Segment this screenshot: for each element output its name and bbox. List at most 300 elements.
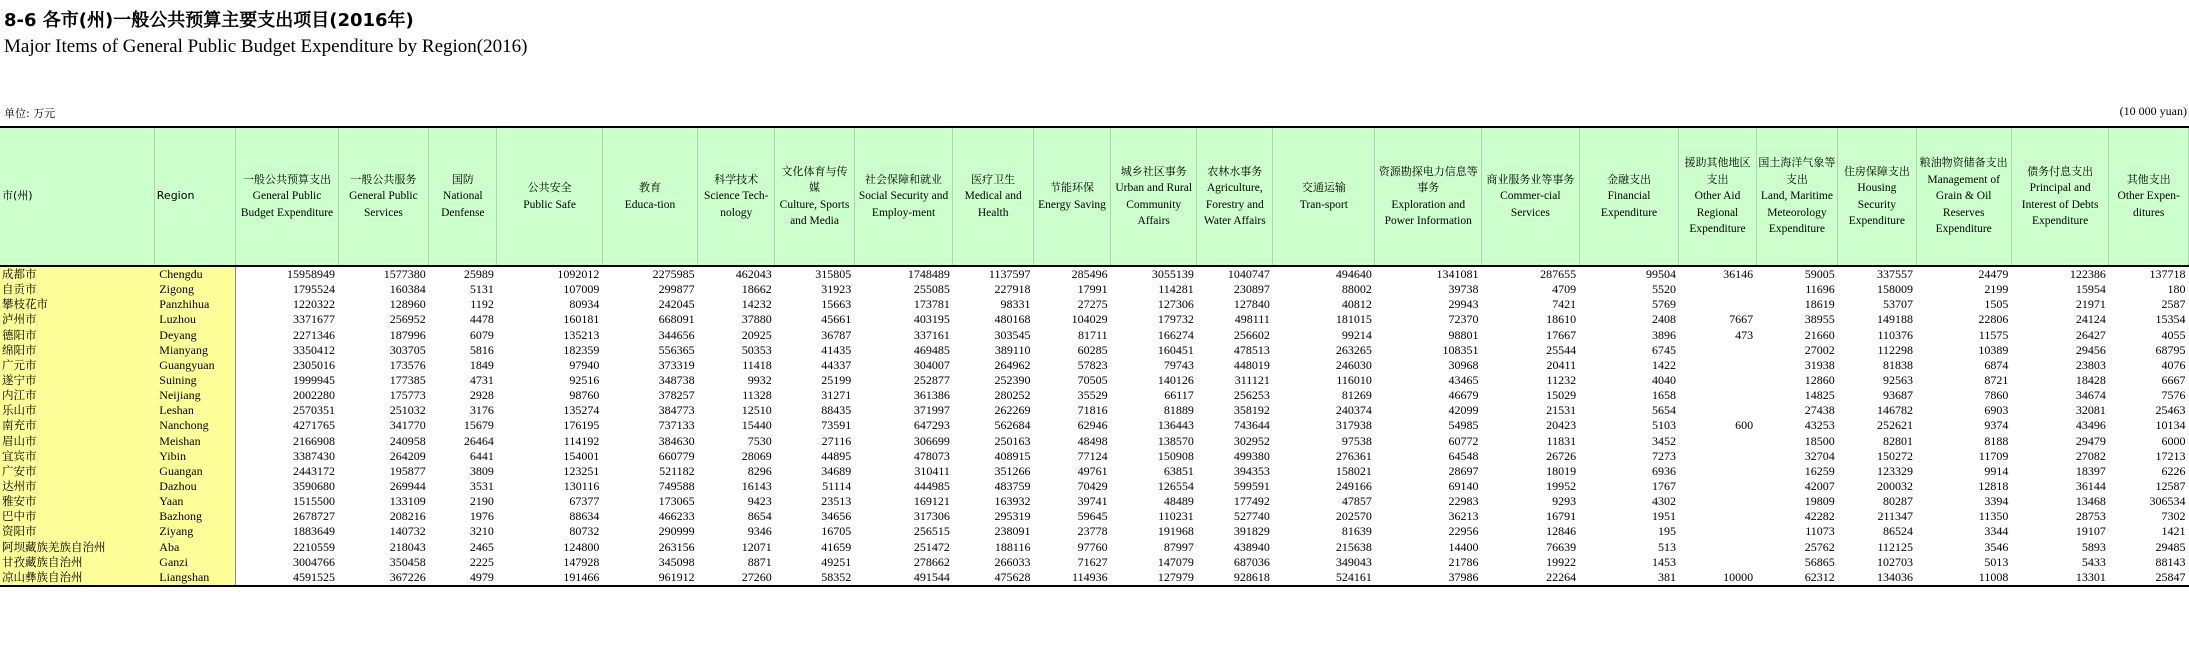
table-cell: 384773	[658, 403, 695, 418]
table-cell: 961912	[602, 570, 697, 586]
table-cell: 80287	[1883, 494, 1914, 509]
table-cell: 251032	[389, 403, 426, 418]
table-cell: 527740	[1233, 509, 1270, 524]
column-header-9	[854, 127, 953, 266]
table-cell: 304007	[913, 357, 950, 372]
table-cell: 11328	[742, 388, 772, 403]
region-name-cn: 自贡市	[0, 282, 154, 297]
table-cell: 10389	[1978, 342, 2009, 357]
table-cell: 8296	[747, 463, 772, 478]
table-cell: 54985	[1448, 418, 1479, 433]
table-cell: 367226	[338, 570, 429, 586]
table-cell: 182359	[563, 342, 600, 357]
table-cell: 49251	[821, 554, 852, 569]
table-cell: 41659	[821, 539, 852, 554]
table-cell: 337161	[913, 327, 950, 342]
column-header-cn: 教育	[639, 181, 661, 194]
region-name-en: Liangshan	[154, 570, 236, 586]
table-cell: 19809	[1804, 494, 1835, 509]
table-cell: 25463	[2155, 403, 2186, 418]
table-cell: 3210	[469, 524, 494, 539]
table-cell: 26726	[1546, 448, 1577, 463]
table-cell: 112125	[1877, 539, 1914, 554]
table-cell: 462043	[735, 267, 772, 282]
table-cell: 173065	[658, 494, 695, 509]
table-cell: 13468	[2075, 494, 2106, 509]
table-cell: 36146	[1723, 267, 1754, 282]
table-cell: 163932	[994, 494, 1031, 509]
table-cell: 97538	[1341, 433, 1372, 448]
table-cell: 524161	[1273, 570, 1375, 586]
column-header-3	[338, 127, 429, 266]
table-cell: 373319	[658, 357, 695, 372]
table-cell: 4591525	[236, 570, 338, 586]
table-cell: 70505	[1077, 373, 1108, 388]
table-cell: 67377	[569, 494, 600, 509]
table-cell: 122386	[2069, 267, 2106, 282]
table-cell: 81711	[1078, 327, 1108, 342]
table-cell: 4040	[1651, 373, 1676, 388]
table-cell: 28697	[1448, 463, 1479, 478]
table-row	[0, 570, 2189, 586]
table-cell: 473	[1735, 327, 1754, 342]
table-cell: 1849	[469, 357, 494, 372]
table-cell: 4076	[2161, 357, 2186, 372]
table-cell: 24479	[1978, 267, 2009, 282]
column-header-cn: 一般公共服务	[350, 172, 417, 186]
table-cell: 1658	[1651, 388, 1676, 403]
table-cell: 127979	[1111, 570, 1197, 586]
table-cell	[1679, 540, 1756, 555]
table-cell: 466233	[658, 509, 695, 524]
table-cell: 240958	[389, 433, 426, 448]
table-cell: 1515500	[293, 494, 336, 509]
table-cell: 16705	[821, 524, 852, 539]
table-cell: 264209	[389, 448, 426, 463]
table-cell: 150272	[1877, 448, 1914, 463]
table-cell: 215638	[1335, 539, 1372, 554]
table-cell: 1422	[1651, 357, 1676, 372]
table-cell: 123329	[1877, 463, 1914, 478]
region-name-cn: 攀枝花市	[0, 297, 154, 312]
table-cell: 18019	[1546, 463, 1577, 478]
table-cell: 1421	[2161, 524, 2186, 539]
column-header-en: Social Security and Employ-ment	[858, 190, 949, 219]
column-header-cn: 商业服务业等事务	[1486, 172, 1575, 186]
table-cell: 80732	[569, 524, 600, 539]
table-cell: 88143	[2155, 554, 2186, 569]
table-cell: 2275985	[652, 267, 695, 282]
table-cell: 2465	[469, 539, 494, 554]
table-cell: 191466	[497, 570, 603, 586]
table-row	[0, 449, 2189, 464]
table-cell: 93687	[1883, 388, 1914, 403]
table-cell: 2305016	[293, 357, 336, 372]
table-cell: 5433	[2081, 554, 2106, 569]
table-cell: 39741	[1077, 494, 1108, 509]
table-row	[0, 266, 2189, 282]
page-title-cn: 8-6 各市(州)一般公共预算主要支出项目(2016年)	[4, 10, 414, 31]
table-cell	[1679, 373, 1756, 388]
table-cell: 11350	[1978, 509, 2009, 524]
table-cell: 6000	[2161, 433, 2186, 448]
table-cell: 276361	[1335, 448, 1372, 463]
column-header-21	[1916, 127, 2011, 266]
table-cell: 6226	[2161, 463, 2186, 478]
table-cell: 344656	[658, 327, 695, 342]
table-cell: 242045	[658, 297, 695, 312]
column-header-en: National Denfense	[441, 190, 485, 219]
column-header-13	[1197, 127, 1273, 266]
column-header-cn: 医疗卫生	[971, 172, 1016, 186]
table-cell: 175773	[389, 388, 426, 403]
column-header-15	[1375, 127, 1482, 266]
table-cell: 20925	[741, 327, 772, 342]
table-cell: 256602	[1233, 327, 1270, 342]
table-cell: 743644	[1233, 418, 1270, 433]
table-cell: 140126	[1157, 373, 1194, 388]
table-cell: 124800	[563, 539, 600, 554]
table-cell: 23513	[821, 494, 852, 509]
table-cell: 1577380	[383, 267, 426, 282]
table-cell: 140732	[389, 524, 426, 539]
table-cell: 5816	[469, 342, 494, 357]
table-cell: 478073	[913, 448, 950, 463]
table-cell: 18662	[741, 282, 772, 297]
table-cell: 195877	[389, 463, 426, 478]
column-header-16	[1482, 127, 1580, 266]
table-cell: 42099	[1448, 403, 1479, 418]
table-cell: 24124	[2075, 312, 2106, 327]
table-cell: 42007	[1804, 479, 1835, 494]
table-cell: 438940	[1233, 539, 1270, 554]
table-cell: 238091	[994, 524, 1031, 539]
table-cell: 20411	[1546, 357, 1577, 372]
table-cell: 99504	[1645, 267, 1676, 282]
table-cell: 66117	[1164, 388, 1194, 403]
table-cell: 68795	[2155, 342, 2186, 357]
table-cell: 252621	[1877, 418, 1914, 433]
table-cell: 491544	[854, 570, 953, 586]
table-cell: 73591	[821, 418, 852, 433]
column-header-en: General Public Services	[349, 190, 418, 219]
table-row	[0, 494, 2189, 509]
region-name-en: Bazhong	[154, 509, 236, 524]
table-cell: 114936	[1033, 570, 1110, 586]
table-cell: 36144	[2075, 479, 2106, 494]
table-cell: 280252	[994, 388, 1031, 403]
table-cell: 391829	[1233, 524, 1270, 539]
region-name-en: Nanchong	[154, 418, 236, 433]
table-cell: 177492	[1233, 494, 1270, 509]
table-cell: 179732	[1157, 312, 1194, 327]
expenditure-table-container	[0, 126, 2189, 587]
table-cell: 9293	[1552, 494, 1577, 509]
table-cell: 123251	[563, 463, 600, 478]
table-cell: 11831	[1546, 433, 1577, 448]
region-name-en: Suining	[154, 373, 236, 388]
region-name-cn: 内江市	[0, 388, 154, 403]
table-cell: 25989	[463, 267, 494, 282]
expenditure-table	[0, 126, 2189, 587]
page-title-en: Major Items of General Public Budget Expenditure by Region(2016)	[4, 36, 528, 57]
table-row	[0, 373, 2189, 388]
table-cell: 8654	[747, 509, 772, 524]
table-cell: 5520	[1651, 282, 1676, 297]
region-name-en: Zigong	[154, 282, 236, 297]
column-header-17	[1579, 127, 1679, 266]
table-row	[0, 343, 2189, 358]
table-cell: 88435	[821, 403, 852, 418]
column-header-cn: 节能环保	[1050, 181, 1095, 194]
table-cell: 480168	[994, 312, 1031, 327]
table-cell: 36787	[821, 327, 852, 342]
table-cell: 18397	[2075, 463, 2106, 478]
table-cell: 29456	[2075, 342, 2106, 357]
table-cell: 5893	[2081, 539, 2106, 554]
table-cell: 1220322	[293, 297, 336, 312]
table-cell: 252877	[913, 373, 950, 388]
table-cell: 348738	[658, 373, 695, 388]
table-cell: 21531	[1546, 403, 1577, 418]
table-cell: 127306	[1157, 297, 1194, 312]
table-cell: 29943	[1448, 297, 1479, 312]
column-header-5	[497, 127, 603, 266]
table-cell: 15354	[2155, 312, 2186, 327]
table-cell: 521182	[659, 463, 695, 478]
table-cell: 269944	[389, 479, 426, 494]
table-cell: 173576	[389, 357, 426, 372]
table-cell: 13301	[2011, 570, 2109, 586]
table-cell: 7530	[747, 433, 772, 448]
column-header-1	[154, 127, 236, 266]
table-cell: 43253	[1804, 418, 1835, 433]
table-cell: 1505	[1984, 297, 2009, 312]
table-cell: 14400	[1448, 539, 1479, 554]
table-cell: 15958949	[287, 267, 336, 282]
table-cell: 389110	[994, 342, 1031, 357]
column-header-2	[236, 127, 338, 266]
region-name-cn: 凉山彝族自治州	[0, 570, 154, 586]
table-cell: 7860	[1984, 388, 2009, 403]
table-cell: 211347	[1877, 509, 1914, 524]
column-header-en: Culture, Sports and Media	[779, 198, 850, 227]
table-cell: 18619	[1804, 297, 1835, 312]
column-header-cn: 公共安全	[527, 181, 572, 194]
table-cell: 317306	[913, 509, 950, 524]
table-cell: 25199	[821, 373, 852, 388]
region-name-en: Mianyang	[154, 343, 236, 358]
column-header-cn: 农林水事务	[1207, 164, 1263, 178]
table-cell: 256952	[389, 312, 426, 327]
table-cell: 381	[1579, 570, 1679, 586]
table-cell: 6441	[469, 448, 494, 463]
unit-label-en: (10 000 yuan)	[2119, 104, 2187, 118]
table-cell	[1679, 297, 1756, 312]
table-cell: 12818	[1978, 479, 2009, 494]
table-cell: 6903	[1984, 403, 2009, 418]
table-cell: 263265	[1335, 342, 1372, 357]
region-name-en: Guangyuan	[154, 358, 236, 373]
table-cell: 266033	[994, 554, 1031, 569]
table-cell	[1679, 449, 1756, 464]
table-cell: 1976	[469, 509, 494, 524]
table-cell: 180	[2167, 282, 2186, 297]
table-cell: 202570	[1335, 509, 1372, 524]
column-header-cn: 援助其他地区支出	[1684, 156, 1751, 186]
column-header-en: Public Safe	[523, 198, 576, 211]
table-cell: 146782	[1877, 403, 1914, 418]
table-cell: 43465	[1448, 373, 1479, 388]
table-cell: 306534	[2149, 494, 2186, 509]
table-cell: 16791	[1546, 509, 1577, 524]
column-header-14	[1273, 127, 1375, 266]
table-cell: 47857	[1341, 494, 1372, 509]
table-cell: 7273	[1651, 448, 1676, 463]
table-cell: 358192	[1233, 403, 1270, 418]
table-cell: 3394	[1984, 494, 2009, 509]
table-cell: 160181	[563, 312, 600, 327]
column-header-en: Agriculture, Forestry and Water Affairs	[1203, 182, 1266, 227]
table-cell: 8188	[1984, 433, 2009, 448]
table-cell: 299877	[658, 282, 695, 297]
table-cell: 16259	[1804, 463, 1835, 478]
table-cell: 12860	[1804, 373, 1835, 388]
table-cell: 87997	[1163, 539, 1194, 554]
region-name-cn: 广元市	[0, 358, 154, 373]
table-cell: 110376	[1877, 327, 1914, 342]
table-cell: 1795524	[293, 282, 336, 297]
table-cell: 187996	[389, 327, 426, 342]
table-cell: 46679	[1448, 388, 1479, 403]
column-header-19	[1756, 127, 1838, 266]
table-cell: 59005	[1804, 267, 1835, 282]
table-cell: 38955	[1804, 312, 1835, 327]
table-cell: 50353	[741, 342, 772, 357]
table-cell: 7576	[2161, 388, 2186, 403]
region-name-en: Chengdu	[154, 266, 236, 282]
table-cell: 2271346	[293, 327, 336, 342]
table-cell: 114192	[563, 433, 600, 448]
table-cell: 2928	[469, 388, 494, 403]
table-cell: 107009	[563, 282, 600, 297]
table-cell: 26464	[463, 433, 494, 448]
table-cell: 37986	[1375, 570, 1482, 586]
table-cell: 647293	[913, 418, 950, 433]
table-cell	[1679, 494, 1756, 509]
table-cell: 19952	[1546, 479, 1577, 494]
table-cell: 72370	[1448, 312, 1479, 327]
table-cell	[1679, 479, 1756, 494]
column-header-en: Commer-cial Services	[1500, 190, 1561, 219]
table-cell: 92516	[569, 373, 600, 388]
table-cell: 5103	[1651, 418, 1676, 433]
table-cell: 45661	[821, 312, 852, 327]
table-cell: 317938	[1335, 418, 1372, 433]
table-cell: 208216	[389, 509, 426, 524]
column-header-cn: 粮油物资储备支出	[1919, 156, 2008, 170]
table-cell: 3531	[469, 479, 494, 494]
table-cell: 81639	[1341, 524, 1372, 539]
table-cell: 9374	[1984, 418, 2009, 433]
table-cell: 6079	[469, 327, 494, 342]
table-cell: 23803	[2075, 357, 2106, 372]
table-cell: 483759	[994, 479, 1031, 494]
table-cell: 98801	[1448, 327, 1479, 342]
column-header-18	[1679, 127, 1756, 266]
table-cell: 256253	[1233, 388, 1270, 403]
table-cell: 2225	[469, 554, 494, 569]
table-cell: 2408	[1651, 312, 1676, 327]
region-name-cn: 阿坝藏族羌族自治州	[0, 540, 154, 555]
region-name-cn: 宜宾市	[0, 449, 154, 464]
table-cell: 81838	[1883, 357, 1914, 372]
table-cell: 43496	[2075, 418, 2106, 433]
table-cell: 97940	[569, 357, 600, 372]
table-cell: 285496	[1071, 267, 1108, 282]
table-cell: 80934	[569, 297, 600, 312]
table-cell: 7667	[1729, 312, 1754, 327]
column-header-en: Medical and Health	[964, 190, 1022, 219]
table-cell: 303705	[389, 342, 426, 357]
table-cell: 5654	[1651, 403, 1676, 418]
table-cell: 4979	[429, 570, 497, 586]
table-cell: 1137597	[988, 267, 1031, 282]
table-cell: 345098	[658, 554, 695, 569]
table-cell: 448019	[1233, 357, 1270, 372]
table-cell: 256515	[913, 524, 950, 539]
table-cell: 1192	[470, 297, 494, 312]
region-name-en: Deyang	[154, 328, 236, 343]
table-cell: 350458	[389, 554, 426, 569]
table-cell: 499380	[1233, 448, 1270, 463]
table-cell: 71816	[1077, 403, 1108, 418]
table-cell: 160384	[389, 282, 426, 297]
table-row	[0, 328, 2189, 343]
table-cell: 14825	[1804, 388, 1835, 403]
table-cell: 44895	[821, 448, 852, 463]
table-cell: 27116	[821, 433, 852, 448]
column-header-22	[2011, 127, 2109, 266]
table-cell: 19107	[2075, 524, 2106, 539]
table-cell: 6874	[1984, 357, 2009, 372]
table-cell: 2443172	[293, 463, 336, 478]
table-cell	[1679, 434, 1756, 449]
table-cell: 9423	[747, 494, 772, 509]
table-cell: 32704	[1804, 448, 1835, 463]
table-row	[0, 509, 2189, 524]
table-cell: 6667	[2161, 373, 2186, 388]
region-name-cn: 巴中市	[0, 509, 154, 524]
table-cell: 30968	[1448, 357, 1479, 372]
table-cell: 25762	[1804, 539, 1835, 554]
table-cell: 36213	[1448, 509, 1479, 524]
table-cell	[1679, 555, 1756, 570]
table-cell: 19922	[1546, 554, 1577, 569]
table-cell: 37880	[741, 312, 772, 327]
table-cell: 79743	[1163, 357, 1194, 372]
column-header-en: General Public Budget Expenditure	[240, 190, 334, 219]
table-cell: 57823	[1077, 357, 1108, 372]
column-header-en: Educa-tion	[624, 198, 676, 211]
table-cell: 556365	[658, 342, 695, 357]
table-cell: 18500	[1804, 433, 1835, 448]
table-cell: 749588	[658, 479, 695, 494]
table-cell: 31938	[1804, 357, 1835, 372]
table-cell: 27275	[1077, 297, 1108, 312]
table-cell: 928618	[1197, 570, 1273, 586]
column-header-4	[429, 127, 497, 266]
